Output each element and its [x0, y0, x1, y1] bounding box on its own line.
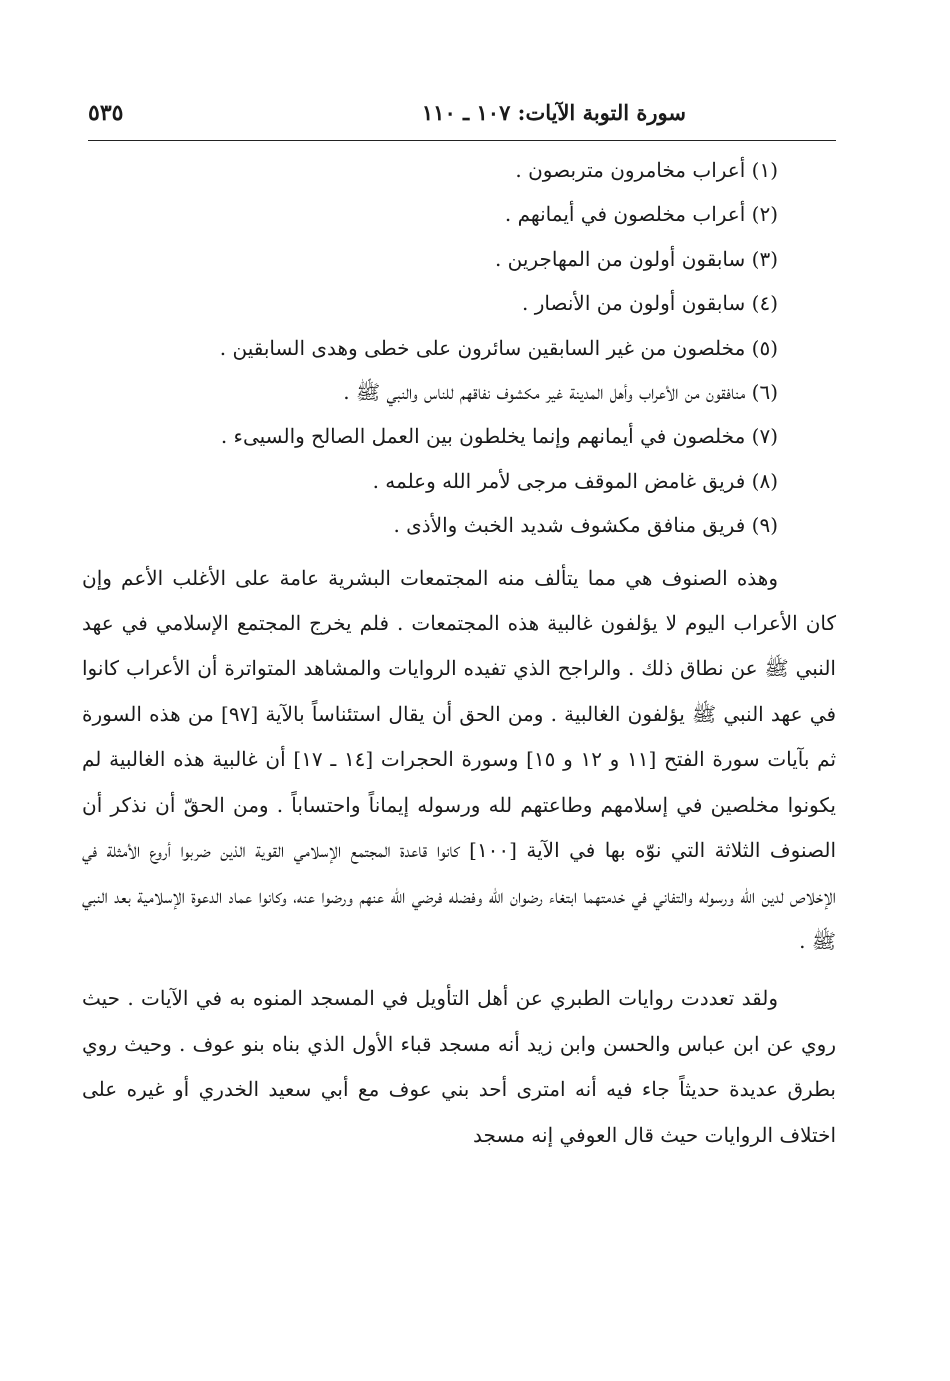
list-item: (٢) أعراب مخلصون في أيمانهم . [504, 202, 778, 227]
list-item: (١) أعراب مخامرون متربصون . [515, 158, 778, 182]
page-number: ٥٣٥ [88, 100, 124, 126]
body-paragraph: ولقد تعددت روايات الطبري عن أهل التأويل في المسجد المنوه به في الآيات . حيث روي عن ابن عباس والحسن وابن زيد أنه مسجد قباء الأول الذي بناه بنو عوف . وحيث روي بطرق عديدة حديثاً جاء فيه أنه امترى أحد بني عوف مع أبي سعيد الخدري أو غيره على اختلاف الروايات حيث قال العوفي إنه مسجد [82, 986, 836, 1147]
list-item: (٧) مخلصون في أيمانهم وإنما يخلطون بين العمل الصالح والسيىء . [220, 424, 778, 449]
list-item: (٦) منافقون من الأعراب وأهل المدينة غير مكشوف نفاقهم للناس والنبي ﷺ . [343, 380, 778, 405]
page-header [88, 96, 836, 138]
list-item: (٤) سابقون أولون من الأنصار . [522, 291, 778, 316]
list-item: (٣) سابقون أولون من المهاجرين . [494, 246, 778, 271]
list-item: (٩) فريق منافق مكشوف شديد الخبث والأذى . [393, 513, 778, 538]
body-paragraph: وهذه الصنوف هي مما يتألف منه المجتمعات البشرية عامة على الأغلب الأعم وإن كان الأعراب اليوم لا يؤلفون غالبية هذه المجتمعات . فلم يخرج المجتمع الإسلامي في عهد النبي ﷺ عن نطاق ذلك . والراجح الذي تفيده الروايات والمشاهد المتواترة أن الأعراب كانوا في عهد النبي ﷺ يؤلفون الغالبية . ومن الحق أن يقال استئناساً بالآية [٩٧] من هذه السورة ثم بآيات سورة الفتح [١١ و ١٢ و ١٥] وسورة الحجرات [١٤ ـ ١٧] أن غالبية هذه الغالبية لم يكونوا مخلصين في إسلامهم وطاعتهم لله ورسوله إيماناً واحتساباً . ومن الحقّ أن نذكر أن الصنوف الثلاثة التي نوّه بها في الآية [١٠٠] كانوا قاعدة المجتمع الإسلامي القوية الذين ضربوا أروع الأمثلة في الإخلاص لدين الله ورسوله والتفاني في خدمتهما ابتغاء رضوان الله وفضله فرضي الله عنهم ورضوا عنه، وكانوا عماد الدعوة الإسلامية بعد النبي ﷺ . [82, 565, 837, 953]
categories-list [82, 148, 836, 548]
running-title: سورة التوبة الآيات: ١٠٧ ـ ١١٠ [421, 100, 686, 125]
page-body [82, 148, 836, 1158]
header-divider [88, 140, 836, 141]
list-item: (٨) فريق غامض الموقف مرجى لأمر الله وعلمه . [372, 468, 778, 493]
list-item: (٥) مخلصون من غير السابقين سائرون على خطى وهدى السابقين . [219, 335, 778, 360]
